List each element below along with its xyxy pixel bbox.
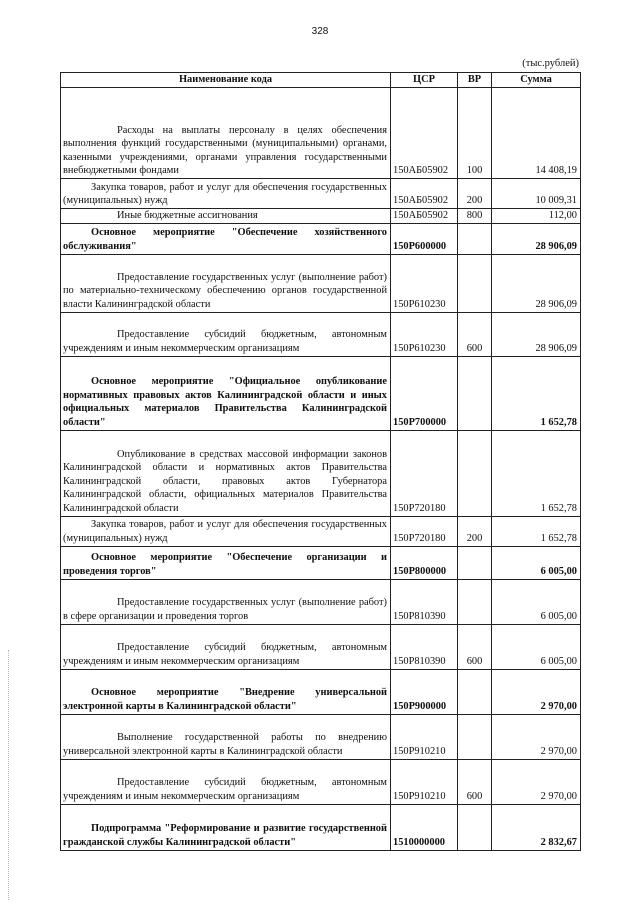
- table-row: [61, 179, 581, 209]
- row-sum: 10 009,31: [492, 179, 581, 209]
- table-row: [61, 312, 581, 356]
- row-vr: [458, 254, 492, 312]
- row-csr: 150Р810390: [391, 624, 458, 669]
- row-name: Выполнение государственной работы по внедрению универсальной электронной карты в Калининградской области: [63, 732, 387, 757]
- row-name: Закупка товаров, работ и услуг для обеспечения государственных (муниципальных) нужд: [63, 519, 387, 544]
- row-vr: 800: [458, 209, 492, 224]
- table-row: [61, 759, 581, 804]
- row-name: Основное мероприятие "Внедрение универсальной электронной карты в Калининградской области": [63, 687, 387, 712]
- row-vr: 200: [458, 516, 492, 546]
- row-csr: 150АБ05902: [391, 209, 458, 224]
- row-sum: 6 005,00: [492, 546, 581, 579]
- table-row: [61, 546, 581, 579]
- row-csr: 150Р800000: [391, 546, 458, 579]
- row-name: Основное мероприятие "Обеспечение хозяйственного обслуживания": [63, 227, 387, 252]
- unit-note: (тыс.рублей): [522, 58, 579, 69]
- table-row: [61, 516, 581, 546]
- row-name: Предоставление государственных услуг (выполнение работ) в сфере организации и проведения торгов: [63, 597, 387, 622]
- row-sum: 1 652,78: [492, 356, 581, 430]
- row-vr: [458, 669, 492, 714]
- row-csr: 150Р720180: [391, 430, 458, 516]
- table-row: [61, 669, 581, 714]
- page-number: 328: [311, 26, 329, 37]
- row-vr: 100: [458, 88, 492, 179]
- row-csr: 150Р910210: [391, 759, 458, 804]
- row-name: Предоставление субсидий бюджетным, автономным учреждениям и иным некоммерческим организациям: [63, 642, 387, 667]
- row-csr: 150Р600000: [391, 223, 458, 254]
- table-row: [61, 714, 581, 759]
- table-row: [61, 804, 581, 850]
- row-sum: 2 832,67: [492, 804, 581, 850]
- row-csr: 1510000000: [391, 804, 458, 850]
- row-csr: 150АБ05902: [391, 179, 458, 209]
- header-sum: Сумма: [492, 73, 581, 88]
- row-sum: 14 408,19: [492, 88, 581, 179]
- table-row: [61, 579, 581, 624]
- row-name: Подпрограмма "Реформирование и развитие государственной гражданской службы Калининградской области": [63, 823, 387, 848]
- table-header-row: [61, 73, 581, 88]
- row-sum: 6 005,00: [492, 579, 581, 624]
- row-csr: 150Р720180: [391, 516, 458, 546]
- row-sum: 28 906,09: [492, 312, 581, 356]
- table-row: [61, 88, 581, 179]
- row-sum: 2 970,00: [492, 714, 581, 759]
- row-name: Расходы на выплаты персоналу в целях обеспечения выполнения функций государственными (муниципальными) органами, казенными учреждениями, органами управления государственными внебюджетными фондами: [63, 124, 387, 177]
- table-row: [61, 254, 581, 312]
- row-name: Закупка товаров, работ и услуг для обеспечения государственных (муниципальных) нужд: [63, 181, 387, 207]
- row-csr: 150Р700000: [391, 356, 458, 430]
- row-sum: 1 652,78: [492, 516, 581, 546]
- row-name: Предоставление государственных услуг (выполнение работ) по материально-техническому обеспечению органов государственной власти Калининградской области: [63, 271, 387, 310]
- header-vr: ВР: [458, 73, 492, 88]
- row-csr: 150Р900000: [391, 669, 458, 714]
- budget-table: [60, 72, 581, 851]
- row-sum: 1 652,78: [492, 430, 581, 516]
- row-vr: 600: [458, 759, 492, 804]
- row-csr: 150Р610230: [391, 312, 458, 356]
- row-sum: 2 970,00: [492, 759, 581, 804]
- row-csr: 150Р810390: [391, 579, 458, 624]
- row-vr: 600: [458, 624, 492, 669]
- row-name: Иные бюджетные ассигнования: [117, 210, 258, 221]
- header-csr: ЦСР: [391, 73, 458, 88]
- row-sum: 112,00: [492, 209, 581, 224]
- table-row: [61, 223, 581, 254]
- table-row: [61, 430, 581, 516]
- row-vr: [458, 804, 492, 850]
- row-vr: [458, 546, 492, 579]
- row-vr: [458, 223, 492, 254]
- table-row: [61, 624, 581, 669]
- table-row: [61, 209, 581, 224]
- row-vr: 200: [458, 179, 492, 209]
- header-name: Наименование кода: [61, 73, 391, 88]
- row-name: Опубликование в средствах массовой информации законов Калининградской области и нормативных актов Правительства Калининградской области, правовых актов Губернатора Калининградской области, официальных материалов Правительства Калининградской области: [63, 448, 387, 514]
- row-name: Основное мероприятие "Официальное опубликование нормативных правовых актов Калининградской области и иных официальных материалов Правительства Калининградской области": [63, 376, 387, 428]
- row-sum: 28 906,09: [492, 254, 581, 312]
- row-vr: [458, 579, 492, 624]
- row-sum: 28 906,09: [492, 223, 581, 254]
- row-vr: [458, 356, 492, 430]
- row-vr: [458, 430, 492, 516]
- row-sum: 2 970,00: [492, 669, 581, 714]
- row-vr: 600: [458, 312, 492, 356]
- row-name: Предоставление субсидий бюджетным, автономным учреждениям и иным некоммерческим организациям: [63, 777, 387, 802]
- row-name: Предоставление субсидий бюджетным, автономным учреждениям и иным некоммерческим организациям: [63, 329, 387, 354]
- row-csr: 150Р910210: [391, 714, 458, 759]
- row-csr: 150Р610230: [391, 254, 458, 312]
- margin-dotted-line: [8, 650, 9, 900]
- table-row: [61, 356, 581, 430]
- row-csr: 150АБ05902: [391, 88, 458, 179]
- row-sum: 6 005,00: [492, 624, 581, 669]
- row-name: Основное мероприятие "Обеспечение организации и проведения торгов": [63, 552, 387, 577]
- row-vr: [458, 714, 492, 759]
